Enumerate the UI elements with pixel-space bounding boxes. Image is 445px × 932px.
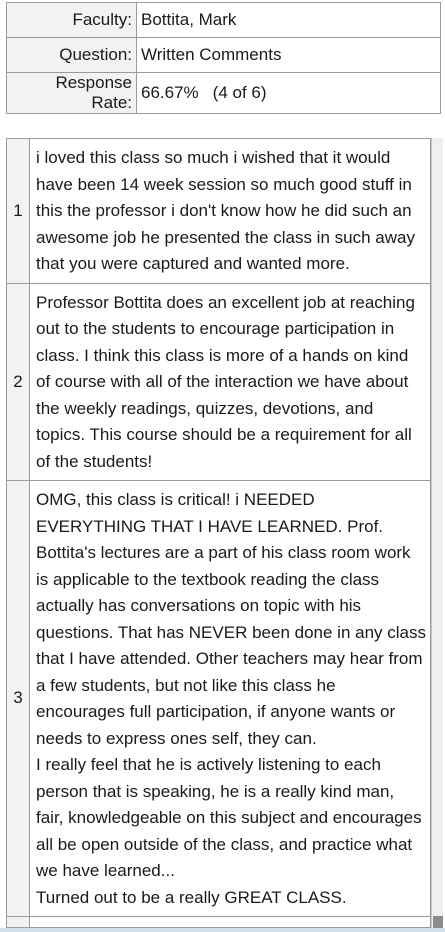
comment-text-cell [30,139,431,284]
comment-text-cell [30,481,431,917]
vertical-scrollbar[interactable] [431,138,443,928]
faculty-label: Faculty: [7,3,137,38]
comment-row-partial [7,917,431,928]
comment-text: i loved this class so much i wished that it would have been 14 week session so much good stuff in this the professor i don't know how he did such an awesome job he presented the class in such away that you were captured and wanted more. [36,148,415,273]
comment-text: OMG, this class is critical! i NEEDED EVERYTHING THAT I HAVE LEARNED. Prof. Bottita's lectures are a part of his class room work is applicable to the textbook reading the class actually has conversations on topic with his questions. That has NEVER been done in any class that I have attended. Other teachers may hear from a few students, but not like this class he encourages full participation, if anyone wants or needs to express ones self, they can. I really feel that he is actively listening to each person that is speaking, he is a really kind man, fair, knowledgeable on this subject and encourages all be open outside of the class, and practice what we have learned... Turned out to be a really GREAT CLASS. [36,490,426,907]
comment-row [7,283,431,481]
comment-text: Professor Bottita does an excellent job at reaching out to the students to encourage participation in class. I think this class is more of a hands on kind of course with all of the interaction we have about the weekly readings, quizzes, devotions, and topics. This course should be a requirement for all of the students! [36,292,415,471]
question-row [7,38,441,73]
comment-number-cell [7,917,30,928]
faculty-row [7,3,441,38]
comment-row [7,481,431,917]
response-rate-value [137,73,441,114]
comment-row [7,139,431,284]
comment-text-cell [30,283,431,481]
faculty-value: Bottita, Mark [137,3,441,38]
scrollbar-thumb[interactable] [433,916,443,928]
question-value: Written Comments [137,38,441,73]
comments-table [6,138,431,928]
comment-number: 1 [7,139,30,284]
comment-text-cell [30,917,431,928]
bottom-edge-strip [0,928,445,932]
response-rate-count: (4 of 6) [212,83,267,102]
response-rate-row [7,73,441,114]
comment-number: 2 [7,283,30,481]
response-rate-percent: 66.67% [141,83,199,102]
comment-number: 3 [7,481,30,917]
evaluation-info-table [6,2,441,114]
response-rate-label: Response Rate: [7,73,137,114]
question-label: Question: [7,38,137,73]
